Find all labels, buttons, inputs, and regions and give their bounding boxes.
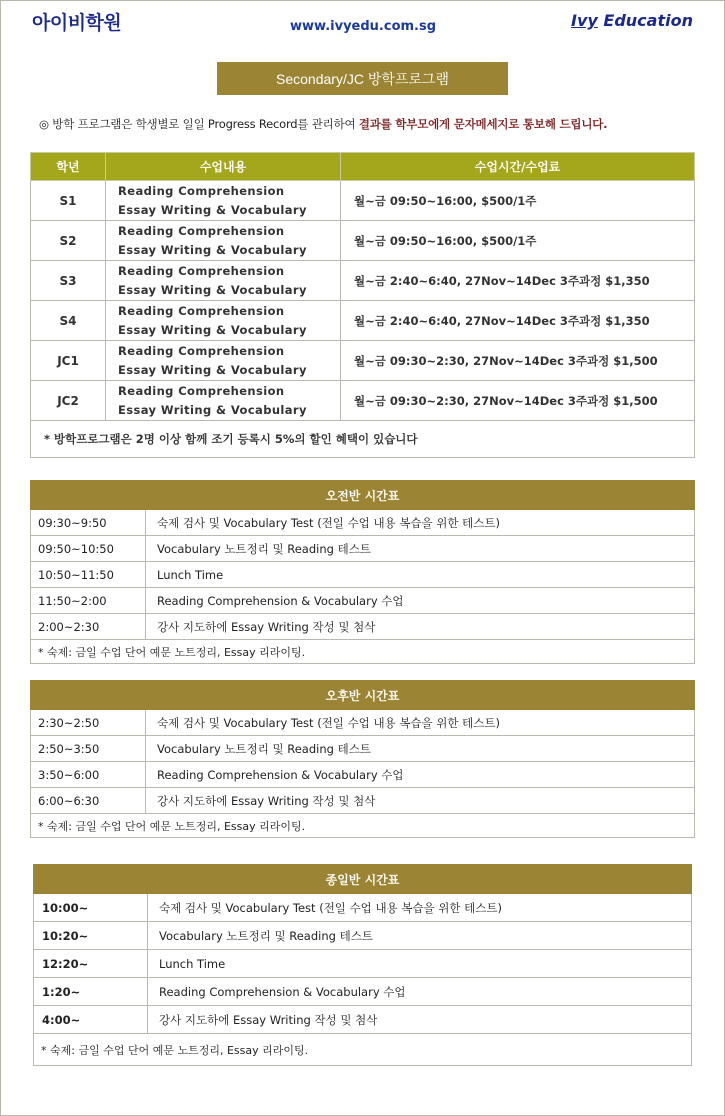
site-url-link[interactable]: www.ivyedu.com.sg	[290, 19, 437, 34]
afternoon-timetable	[30, 680, 695, 838]
desc-cell: Lunch Time	[146, 562, 695, 588]
header	[0, 0, 725, 44]
logo-education-text: Education	[597, 11, 693, 30]
table-row	[34, 922, 692, 950]
time-cell: 09:30~9:50	[31, 510, 146, 536]
content-cell	[106, 221, 341, 261]
schedule-cell: 월~금 09:50~16:00, $500/1주	[341, 181, 695, 221]
desc-cell: Reading Comprehension & Vocabulary 수업	[148, 978, 692, 1006]
notice-emphasis: 결과를 학부모에게 문자메세지로 통보해 드립니다.	[358, 117, 608, 131]
grade-cell: JC2	[31, 381, 106, 421]
content-line: Reading Comprehension	[118, 343, 285, 358]
content-line: Reading Comprehension	[118, 183, 285, 198]
desc-cell: 숙제 검사 및 Vocabulary Test (전일 수업 내용 복습을 위한 테스트)	[146, 510, 695, 536]
time-cell: 10:50~11:50	[31, 562, 146, 588]
logo-ivy-text: Ivy	[571, 11, 598, 30]
program-table	[30, 152, 695, 458]
table-row	[31, 510, 695, 536]
time-cell: 12:20~	[34, 950, 148, 978]
morning-timetable	[30, 480, 695, 664]
program-header-row	[31, 153, 695, 181]
table-row	[31, 736, 695, 762]
table-row	[31, 181, 695, 221]
time-cell: 4:00~	[34, 1006, 148, 1034]
afternoon-homework-note: * 숙제: 금일 수업 단어 예문 노트정리, Essay 리라이팅.	[31, 814, 695, 838]
content-cell	[106, 181, 341, 221]
table-row	[34, 950, 692, 978]
table-row	[31, 710, 695, 736]
desc-cell: Vocabulary 노트정리 및 Reading 테스트	[146, 536, 695, 562]
content-line: Essay Writing & Vocabulary	[118, 402, 307, 417]
content-cell	[106, 341, 341, 381]
english-logo[interactable]	[571, 11, 693, 30]
desc-cell: Reading Comprehension & Vocabulary 수업	[146, 762, 695, 788]
table-row	[31, 562, 695, 588]
fullday-title: 종일반 시간표	[34, 865, 692, 894]
content-line: Essay Writing & Vocabulary	[118, 282, 307, 297]
content-cell	[106, 261, 341, 301]
table-row	[31, 301, 695, 341]
content-line: Reading Comprehension	[118, 223, 285, 238]
desc-cell: 강사 지도하에 Essay Writing 작성 및 첨삭	[146, 614, 695, 640]
time-cell: 3:50~6:00	[31, 762, 146, 788]
time-cell: 6:00~6:30	[31, 788, 146, 814]
table-row	[31, 588, 695, 614]
content-line: Essay Writing & Vocabulary	[118, 202, 307, 217]
time-cell: 2:00~2:30	[31, 614, 146, 640]
content-line: Essay Writing & Vocabulary	[118, 322, 307, 337]
table-row	[31, 341, 695, 381]
time-cell: 10:00~	[34, 894, 148, 922]
time-cell: 09:50~10:50	[31, 536, 146, 562]
content-line: Essay Writing & Vocabulary	[118, 242, 307, 257]
header-schedule: 수업시간/수업료	[341, 153, 695, 181]
table-row	[31, 261, 695, 301]
desc-cell: 숙제 검사 및 Vocabulary Test (전일 수업 내용 복습을 위한 테스트)	[148, 894, 692, 922]
table-row	[34, 894, 692, 922]
program-footnote-row	[31, 421, 695, 458]
grade-cell: S1	[31, 181, 106, 221]
fullday-timetable	[33, 864, 692, 1066]
page-title: Secondary/JC 방학프로그램	[217, 62, 508, 95]
grade-cell: JC1	[31, 341, 106, 381]
program-footnote: * 방학프로그램은 2명 이상 함께 조기 등록시 5%의 할인 혜택이 있습니다	[31, 421, 695, 458]
desc-cell: 숙제 검사 및 Vocabulary Test (전일 수업 내용 복습을 위한 테스트)	[146, 710, 695, 736]
time-cell: 11:50~2:00	[31, 588, 146, 614]
desc-cell: Lunch Time	[148, 950, 692, 978]
schedule-cell: 월~금 09:30~2:30, 27Nov~14Dec 3주과정 $1,500	[341, 381, 695, 421]
time-cell: 10:20~	[34, 922, 148, 950]
korean-logo[interactable]: 아이비학원	[32, 12, 122, 34]
desc-cell: 강사 지도하에 Essay Writing 작성 및 첨삭	[146, 788, 695, 814]
table-row	[34, 978, 692, 1006]
desc-cell: Reading Comprehension & Vocabulary 수업	[146, 588, 695, 614]
table-row	[31, 762, 695, 788]
notice-prefix: ◎ 방학 프로그램은 학생별로 일일 Progress Record를 관리하여	[39, 117, 359, 131]
header-content: 수업내용	[106, 153, 341, 181]
table-row	[31, 614, 695, 640]
grade-cell: S3	[31, 261, 106, 301]
header-grade: 학년	[31, 153, 106, 181]
time-cell: 1:20~	[34, 978, 148, 1006]
content-line: Reading Comprehension	[118, 263, 285, 278]
desc-cell: 강사 지도하에 Essay Writing 작성 및 첨삭	[148, 1006, 692, 1034]
morning-title: 오전반 시간표	[31, 481, 695, 510]
content-cell	[106, 301, 341, 341]
morning-homework-note: * 숙제: 금일 수업 단어 예문 노트정리, Essay 리라이팅.	[31, 640, 695, 664]
desc-cell: Vocabulary 노트정리 및 Reading 테스트	[148, 922, 692, 950]
table-row	[31, 381, 695, 421]
time-cell: 2:30~2:50	[31, 710, 146, 736]
time-cell: 2:50~3:50	[31, 736, 146, 762]
content-cell	[106, 381, 341, 421]
content-line: Reading Comprehension	[118, 383, 285, 398]
schedule-cell: 월~금 09:50~16:00, $500/1주	[341, 221, 695, 261]
table-row	[31, 788, 695, 814]
table-row	[31, 536, 695, 562]
schedule-cell: 월~금 09:30~2:30, 27Nov~14Dec 3주과정 $1,500	[341, 341, 695, 381]
schedule-cell: 월~금 2:40~6:40, 27Nov~14Dec 3주과정 $1,350	[341, 261, 695, 301]
desc-cell: Vocabulary 노트정리 및 Reading 테스트	[146, 736, 695, 762]
grade-cell: S2	[31, 221, 106, 261]
afternoon-title: 오후반 시간표	[31, 681, 695, 710]
content-line: Reading Comprehension	[118, 303, 285, 318]
table-row	[31, 221, 695, 261]
fullday-homework-note: * 숙제: 금일 수업 단어 예문 노트정리, Essay 리라이팅.	[34, 1034, 692, 1066]
notice-text	[39, 116, 607, 132]
schedule-cell: 월~금 2:40~6:40, 27Nov~14Dec 3주과정 $1,350	[341, 301, 695, 341]
table-row	[34, 1006, 692, 1034]
content-line: Essay Writing & Vocabulary	[118, 362, 307, 377]
grade-cell: S4	[31, 301, 106, 341]
